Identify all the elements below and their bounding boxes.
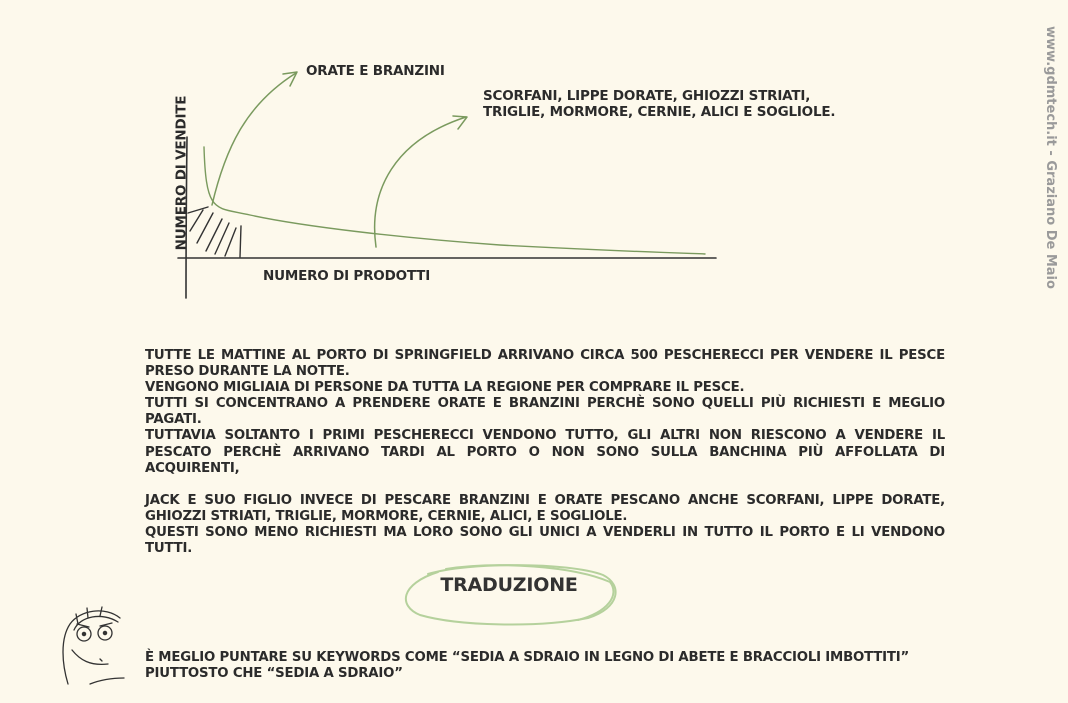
arrow-orate [212, 73, 296, 205]
arrow-label-scorfani-line2: TRIGLIE, MORMORE, CERNIE, ALICI E SOGLIOLE. [483, 104, 836, 120]
traduzione-badge [398, 560, 620, 626]
tip-text [145, 650, 945, 682]
worried-face-icon [60, 604, 132, 686]
story-paragraph: TUTTAVIA SOLTANTO I PRIMI PESCHERECCI VENDONO TUTTO, GLI ALTRI NON RIESCONO A VENDERE IL PESCATO PERCHÈ ARRIVANO TARDI AL PORTO O NON SONO SULLA BANCHINA PIÙ AFFOLLATA DI ACQUIRENTI, [145, 428, 945, 476]
x-axis [178, 258, 716, 259]
paragraph-gap [145, 477, 945, 493]
watermark: www.gdmtech.it - Graziano De Maio [1043, 26, 1058, 289]
hatched-head-area [188, 207, 241, 257]
arrow-label-orate: ORATE E BRANZINI [306, 63, 445, 79]
story-paragraph: TUTTI SI CONCENTRANO A PRENDERE ORATE E BRANZINI PERCHÈ SONO QUELLI PIÙ RICHIESTI E MEGLIO PAGATI. [145, 396, 945, 428]
story-paragraph: JACK E SUO FIGLIO INVECE DI PESCARE BRANZINI E ORATE PESCANO ANCHE SCORFANI, LIPPE DORATE, GHIOZZI STRIATI, TRIGLIE, MORMORE, CERNIE, ALICI, E SOGLIOLE. [145, 492, 945, 524]
story-paragraph: TUTTE LE MATTINE AL PORTO DI SPRINGFIELD ARRIVANO CIRCA 500 PESCHERECCI PER VENDERE IL PESCE PRESO DURANTE LA NOTTE. [145, 348, 945, 380]
arrow-label-scorfani-line1: SCORFANI, LIPPE DORATE, GHIOZZI STRIATI, [483, 88, 811, 104]
story-text [145, 348, 945, 557]
arrow-label-scorfani [483, 88, 835, 120]
tip-line: È MEGLIO PUNTARE SU KEYWORDS COME “SEDIA A SDRAIO IN LEGNO DI ABETE E BRACCIOLI IMBOTTITI” [145, 650, 910, 665]
traduzione-label: TRADUZIONE [440, 574, 578, 596]
story-paragraph: VENGONO MIGLIAIA DI PERSONE DA TUTTA LA REGIONE PER COMPRARE IL PESCE. [145, 380, 745, 396]
long-tail-curve [204, 147, 705, 254]
x-axis-label: NUMERO DI PRODOTTI [263, 268, 431, 284]
story-paragraph: QUESTI SONO MENO RICHIESTI MA LORO SONO GLI UNICI A VENDERLI IN TUTTO IL PORTO E LI VENDONO TUTTI. [145, 524, 945, 557]
tip-line: PIUTTOSTO CHE “SEDIA A SDRAIO” [145, 666, 403, 681]
y-axis-label: NUMERO DI VENDITE [173, 95, 190, 251]
arrow-scorfani [375, 117, 466, 247]
